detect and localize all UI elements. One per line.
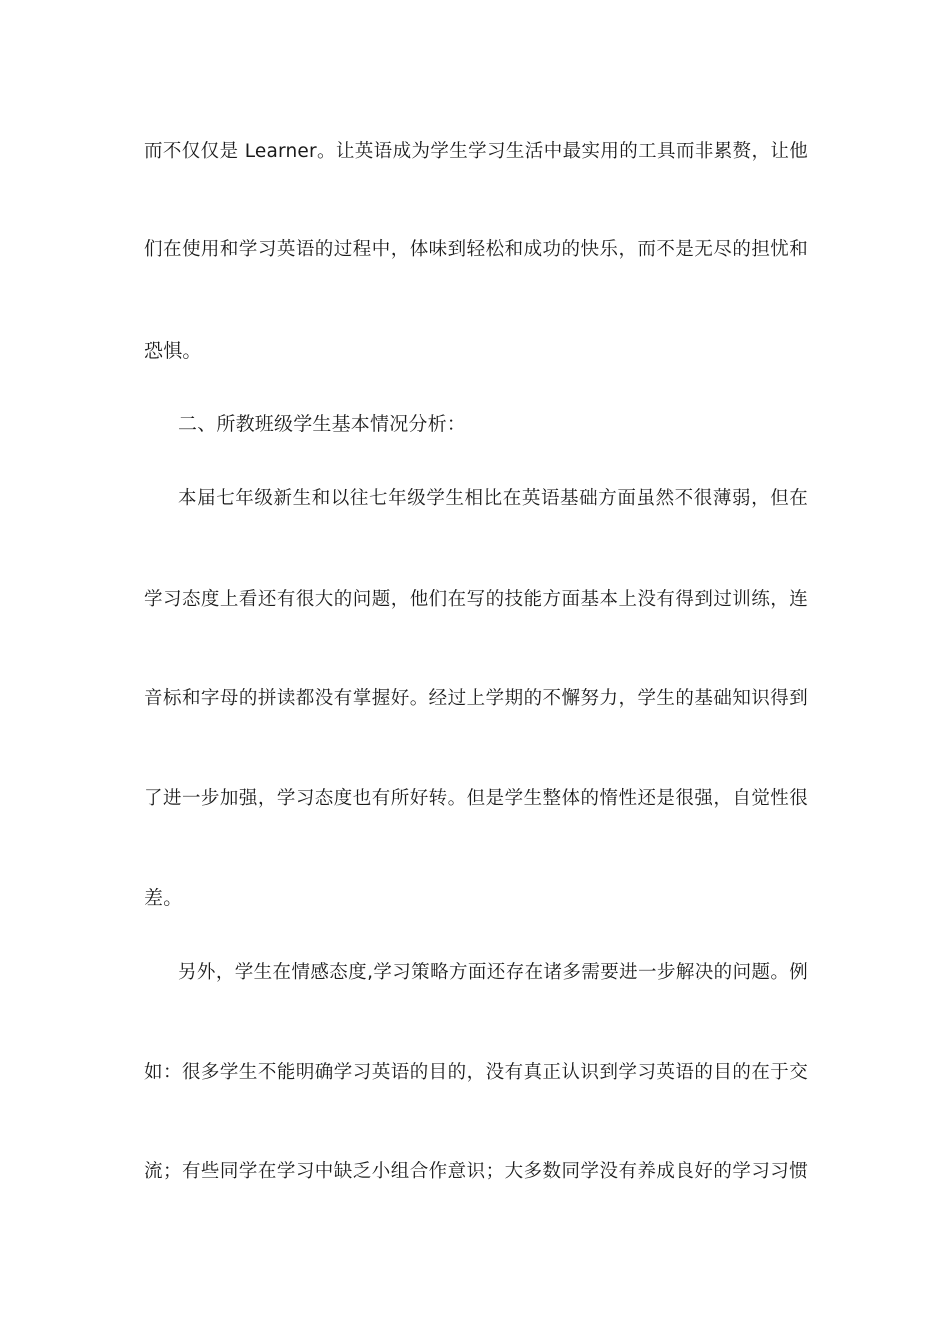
text-line-9: 差。 [144, 887, 183, 909]
text-line-1: 而不仅仅是 Learner。让英语成为学生学习生活中最实用的工具而非累赘，让他 [144, 141, 808, 162]
text-line-3: 恐惧。 [144, 340, 202, 362]
text-line-11: 如：很多学生不能明确学习英语的目的，没有真正认识到学习英语的目的在于交 [144, 1062, 808, 1083]
text-line-12: 流；有些同学在学习中缺乏小组合作意识；大多数同学没有养成良好的学习习惯 [144, 1161, 808, 1182]
section-heading: 二、所教班级学生基本情况分析： [178, 413, 467, 435]
text-line-5: 本届七年级新生和以往七年级学生相比在英语基础方面虽然不很薄弱，但在 [178, 488, 808, 509]
text-line-10: 另外，学生在情感态度,学习策略方面还存在诸多需要进一步解决的问题。例 [178, 962, 808, 983]
text-line-2: 们在使用和学习英语的过程中，体味到轻松和成功的快乐，而不是无尽的担忧和 [144, 239, 808, 260]
text-line-6: 学习态度上看还有很大的问题，他们在写的技能方面基本上没有得到过训练，连 [144, 589, 808, 610]
text-line-7: 音标和字母的拼读都没有掌握好。经过上学期的不懈努力，学生的基础知识得到 [144, 688, 808, 709]
text-line-8: 了进一步加强，学习态度也有所好转。但是学生整体的惰性还是很强，自觉性很 [144, 788, 808, 809]
